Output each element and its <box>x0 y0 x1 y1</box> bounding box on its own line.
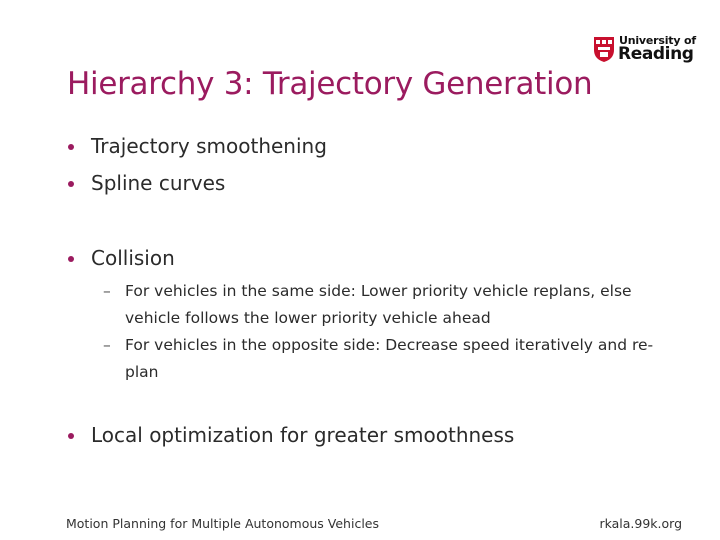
bullet-item <box>68 246 175 270</box>
bullet-text: Spline curves <box>91 171 226 195</box>
bullet-text: Trajectory smoothening <box>91 134 327 158</box>
logo-line2: Reading <box>618 44 694 64</box>
logo-line1: University of <box>619 34 696 47</box>
bullet-icon <box>68 144 74 150</box>
bullet-item <box>68 423 514 447</box>
bullet-text: Local optimization for greater smoothness <box>91 423 515 447</box>
bullet-text: Collision <box>91 246 175 270</box>
bullet-icon <box>68 256 74 262</box>
dash-icon: – <box>103 282 111 300</box>
university-logo <box>593 33 696 67</box>
sub-bullet-item <box>103 332 683 386</box>
footer-title: Motion Planning for Multiple Autonomous Vehicles <box>66 516 379 531</box>
sub-bullet-text: For vehicles in the opposite side: Decrease speed iteratively and re-plan <box>125 336 654 381</box>
slide-title: Hierarchy 3: Trajectory Generation <box>67 66 593 102</box>
sub-bullet-text: For vehicles in the same side: Lower priority vehicle replans, else vehicle follows the lower priority vehicle ahead <box>125 282 632 327</box>
bullet-icon <box>68 181 74 187</box>
bullet-item <box>68 171 225 195</box>
sub-bullet-item <box>103 278 683 332</box>
crest-icon <box>593 36 615 63</box>
bullet-icon <box>68 433 74 439</box>
dash-icon: – <box>103 336 111 354</box>
bullet-item <box>68 134 327 158</box>
footer-url: rkala.99k.org <box>599 516 682 531</box>
